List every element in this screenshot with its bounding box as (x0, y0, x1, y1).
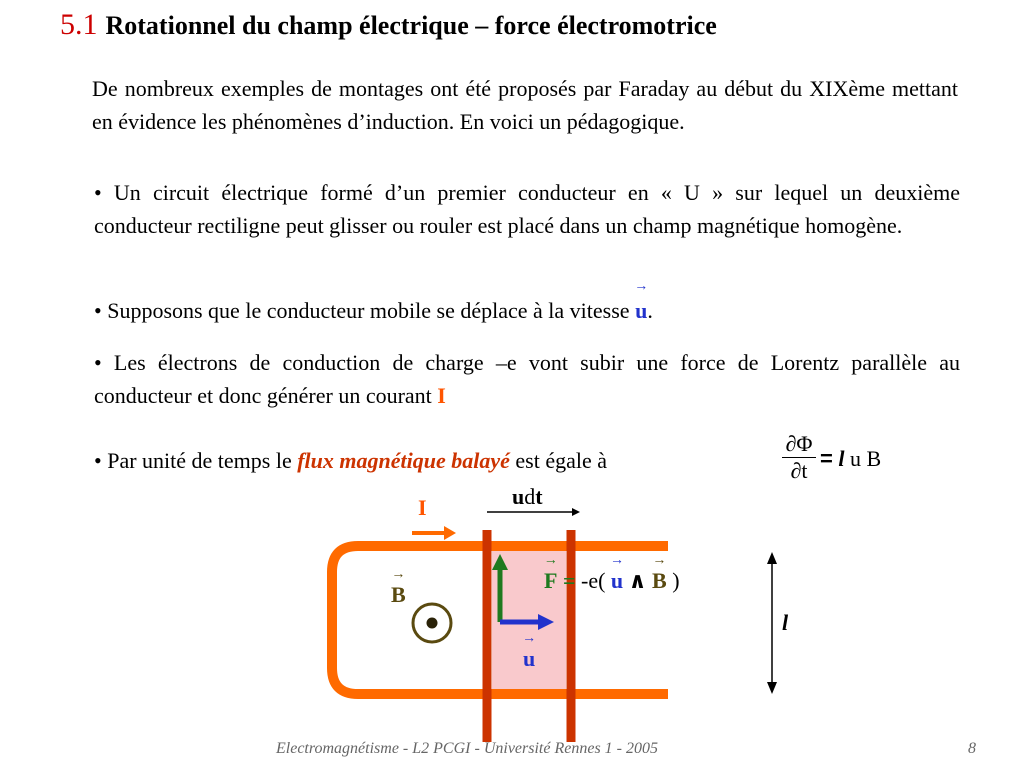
force-equals: = (562, 568, 576, 593)
fraction-denominator: ∂t (790, 458, 808, 483)
formula-rest: u B (849, 446, 882, 471)
fraction-numerator: ∂Φ (785, 431, 813, 456)
udt-u: u (512, 484, 525, 509)
force-vector-b: → B (652, 568, 667, 594)
force-vector-u: → u (611, 568, 623, 594)
footer-text: Electromagnétisme - L2 PCGI - Université Rennes 1 - 2005 (276, 740, 658, 757)
intro-paragraph: De nombreux exemples de montages ont été proposés par Faraday au début du XIXème mettant en évidence les phénomènes d’induction. En voici un pédagogique. (92, 76, 958, 134)
section-number: 5.1 (60, 8, 98, 41)
displacement-arrow-head (572, 508, 580, 516)
bullet-flux-text: • Par unité de temps le (94, 448, 298, 473)
field-label (391, 582, 406, 608)
bullet-velocity-suffix: . (647, 298, 653, 323)
bullet-lorentz-text: • Les électrons de conduction de charge –e vont subir une force de Lorentz parallèle au conducteur et donc générer un courant (94, 350, 960, 408)
page-number: 8 (968, 740, 976, 757)
lorentz-force-formula (544, 568, 680, 594)
title-text: Rotationnel du champ électrique – force électromotrice (105, 11, 717, 40)
displacement-label (512, 484, 543, 510)
force-vector-f: → F (544, 568, 557, 594)
length-arrow-head-bottom (767, 682, 777, 694)
force-close: ) (672, 568, 680, 593)
flux-emphasis: flux magnétique balayé (297, 448, 510, 473)
current-arrow-head (444, 526, 456, 540)
current-symbol: I (437, 383, 446, 408)
udt-d: d (524, 484, 536, 509)
velocity-vector-label: → u (523, 646, 535, 672)
bullet-flux-suffix: est égale à (509, 448, 607, 473)
length-label: l (782, 610, 789, 635)
field-dot-icon (427, 618, 438, 629)
bullet-circuit: • Un circuit électrique formé d’un premier conducteur en « U » sur lequel un deuxième conducteur rectiligne peut glisser ou rouler est placé dans un champ magnétique homogène. (94, 180, 960, 238)
velocity-vector-u: → u (635, 294, 647, 327)
velocity-label (523, 646, 535, 672)
equals-sign: = (820, 446, 833, 471)
current-label: I (418, 495, 427, 520)
length-symbol: l (838, 446, 845, 471)
field-vector-b: → B (391, 582, 406, 608)
bullet-velocity-text: • Supposons que le conducteur mobile se déplace à la vitesse (94, 298, 636, 323)
wedge-symbol: ∧ (628, 568, 647, 593)
force-open: -e( (581, 568, 606, 593)
udt-t: t (535, 484, 543, 509)
length-arrow-head-top (767, 552, 777, 564)
